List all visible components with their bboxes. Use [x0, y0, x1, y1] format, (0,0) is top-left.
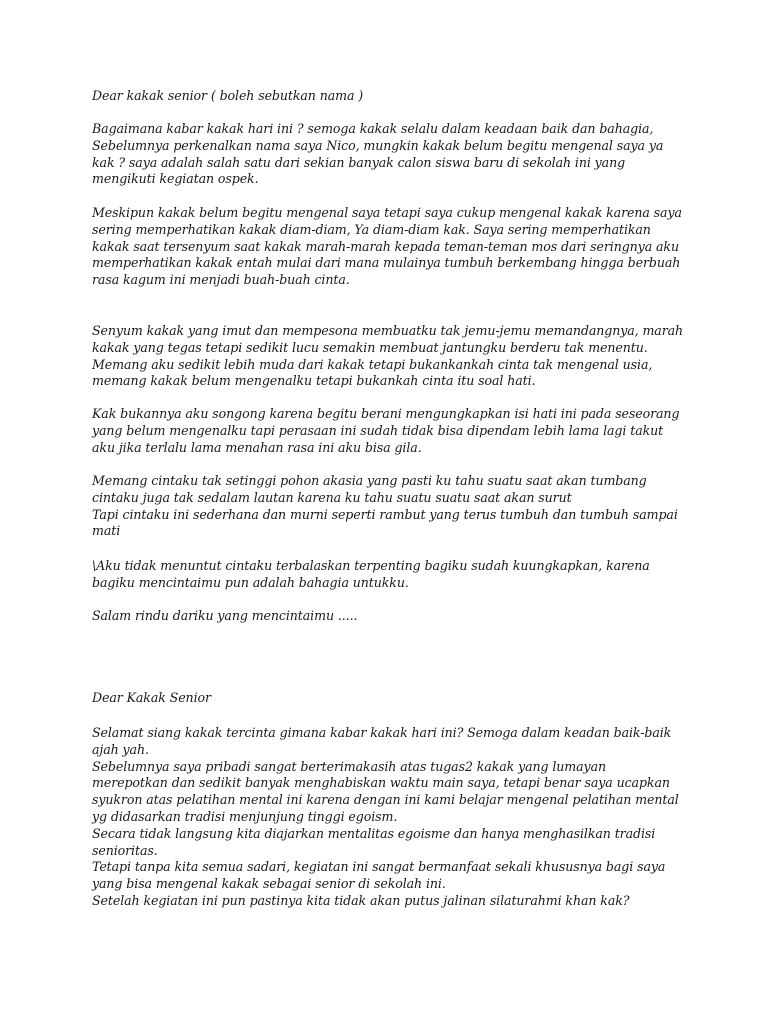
paragraph-line: kak ? saya adalah salah satu dari sekian banyak calon siswa baru di sekolah ini yang — [92, 154, 626, 170]
paragraph-line: yang bisa mengenal kakak sebagai senior di sekolah ini. — [92, 876, 446, 892]
salutation-line: Dear Kakak Senior — [92, 690, 211, 705]
paragraph-line: mengikuti kegiatan ospek. — [92, 171, 259, 187]
paragraph-line: memperhatikan kakak entah mulai dari mana mulainya tumbuh berkembang hingga berbuah — [92, 255, 681, 271]
paragraph-line: Kak bukannya aku songong karena begitu berani mengungkapkan isi hati ini pada seseorang — [92, 406, 680, 421]
paragraph-line: sering memperhatikan kakak diam-diam, Ya diam-diam kak. Saya sering memperhatikan — [92, 221, 651, 237]
letter1-paragraph-1 — [92, 121, 682, 188]
paragraph-line: Bagaimana kabar kakak hari ini ? semoga kakak selalu dalam keadaan baik dan bahagia, — [92, 121, 654, 136]
letter1-closing — [92, 608, 682, 625]
paragraph-line: Sebelumnya perkenalkan nama saya Nico, mungkin kakak belum begitu mengenal saya ya — [92, 137, 664, 153]
paragraph-line: syukron atas pelatihan mental ini karena dengan ini kami belajar mengenal pelatihan mental — [92, 792, 679, 808]
paragraph-line: Memang cintaku tak setinggi pohon akasia yang pasti ku tahu suatu saat akan tumbang — [92, 473, 647, 488]
letter1-paragraph-5 — [92, 473, 682, 540]
paragraph-line: Senyum kakak yang imut dan mempesona membuatku tak jemu-jemu memandangnya, marah — [92, 323, 684, 338]
paragraph-line: cintaku juga tak sedalam lautan karena ku tahu suatu suatu saat akan surut — [92, 489, 572, 505]
paragraph-line: merepotkan dan sedikit banyak menghabiskan waktu main saya, tetapi benar saya ucapkan — [92, 775, 670, 791]
paragraph-line: Tetapi tanpa kita semua sadari, kegiatan ini sangat bermanfaat sekali khususnya bagi saya — [92, 859, 666, 875]
letter1-paragraph-6 — [92, 558, 682, 592]
paragraph-line: Secara tidak langsung kita diajarkan mentalitas egoisme dan hanya menghasilkan tradisi — [92, 825, 656, 841]
salutation-line: Dear kakak senior ( boleh sebutkan nama ) — [92, 88, 364, 103]
letter1-paragraph-2 — [92, 205, 682, 289]
letter1-paragraph-3 — [92, 323, 682, 390]
paragraph-line: aku jika terlalu lama menahan rasa ini aku bisa gila. — [92, 439, 422, 455]
paragraph-line: yg didasarkan tradisi menjunjung tinggi egoism. — [92, 808, 398, 824]
paragraph-line: \Aku tidak menuntut cintaku terbalaskan terpenting bagiku sudah kuungkapkan, karena — [92, 558, 650, 573]
closing-line: Salam rindu dariku yang mencintaimu ..... — [92, 608, 358, 623]
letter1-paragraph-4 — [92, 406, 682, 456]
paragraph-line: Tapi cintaku ini sederhana dan murni seperti rambut yang terus tumbuh dan tumbuh sampai — [92, 506, 678, 522]
paragraph-line: rasa kagum ini menjadi buah-buah cinta. — [92, 272, 350, 288]
paragraph-line: yang belum mengenalku tapi perasaan ini sudah tidak bisa dipendam lebih lama lagi takut — [92, 422, 664, 438]
paragraph-line: kakak yang tegas tetapi sedikit lucu semakin membuat jantungku berderu tak menentu. — [92, 339, 648, 355]
paragraph-line: senioritas. — [92, 842, 158, 858]
paragraph-line: memang kakak belum mengenalku tetapi bukankah cinta itu soal hati. — [92, 373, 536, 389]
paragraph-line: ajah yah. — [92, 741, 149, 757]
paragraph-line: mati — [92, 523, 121, 539]
paragraph-line: Selamat siang kakak tercinta gimana kabar kakak hari ini? Semoga dalam keadan baik-baik — [92, 725, 672, 740]
paragraph-line: Setelah kegiatan ini pun pastinya kita tidak akan putus jalinan silaturahmi khan kak? — [92, 892, 630, 908]
paragraph-line: Meskipun kakak belum begitu mengenal saya tetapi saya cukup mengenal kakak karena saya — [92, 205, 682, 220]
letter1-salutation — [92, 88, 682, 105]
paragraph-line: kakak saat tersenyum saat kakak marah-marah kepada teman-teman mos dari seringnya aku — [92, 238, 679, 254]
letter2-body — [92, 725, 682, 910]
paragraph-line: bagiku mencintaimu pun adalah bahagia untukku. — [92, 574, 409, 590]
letter2-salutation — [92, 690, 682, 707]
paragraph-line: Sebelumnya saya pribadi sangat berterimakasih atas tugas2 kakak yang lumayan — [92, 758, 606, 774]
paragraph-line: Memang aku sedikit lebih muda dari kakak tetapi bukankankah cinta tak mengenal usia, — [92, 356, 653, 372]
